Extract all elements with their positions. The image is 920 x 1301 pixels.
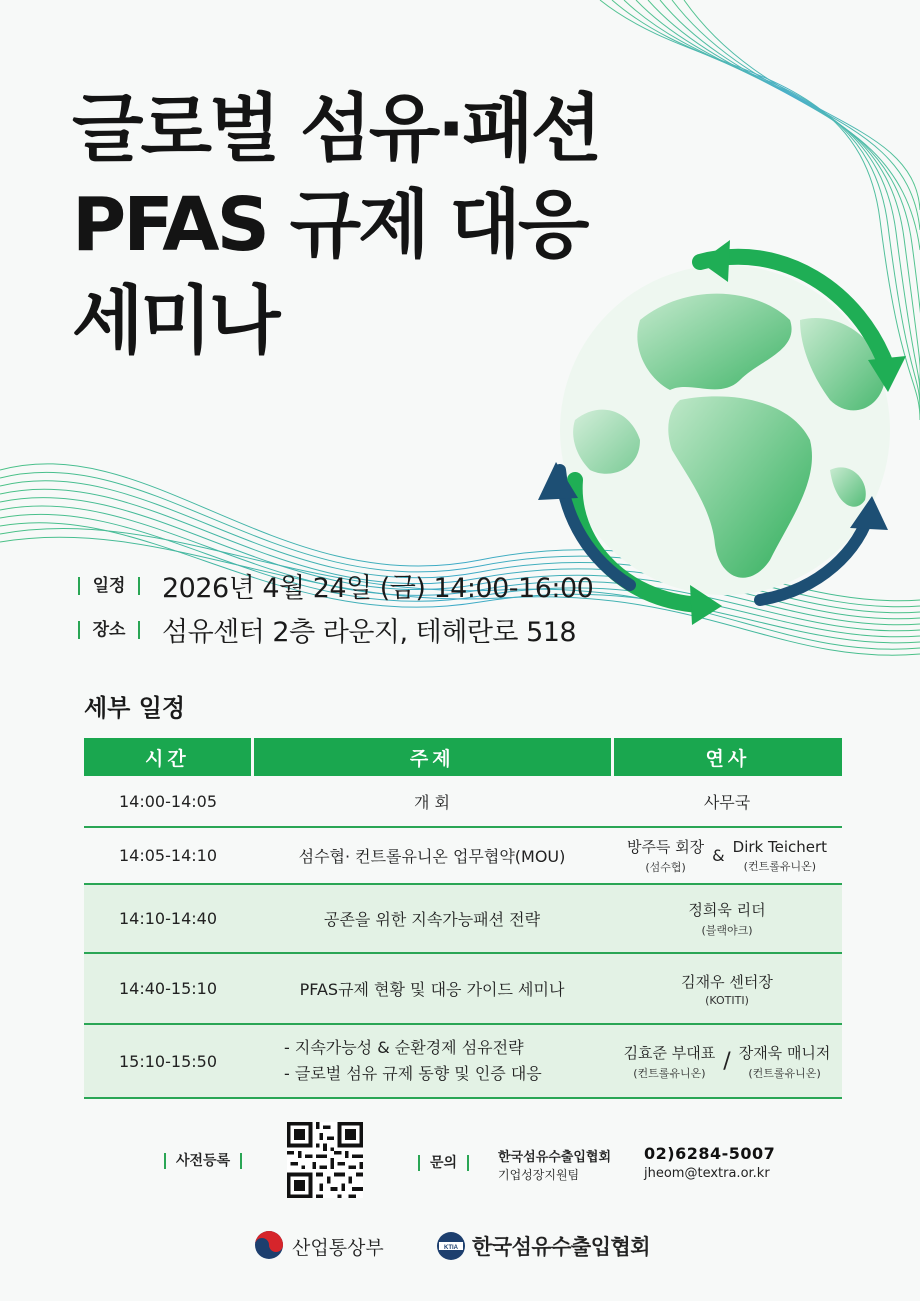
topic-line: - 글로벌 섬유 규제 동향 및 인증 대응 bbox=[284, 1064, 542, 1083]
row-speaker: 사무국 bbox=[703, 792, 751, 812]
contact-email[interactable]: jheom@textra.or.kr bbox=[644, 1166, 770, 1181]
row-time: 14:10-14:40 bbox=[119, 909, 217, 928]
contact-phone: 02)6284-5007 bbox=[644, 1144, 776, 1163]
speaker-joiner: & bbox=[712, 846, 725, 865]
contact-team: 기업성장지원팀 bbox=[498, 1168, 580, 1182]
row-topic: PFAS규제 현황 및 대응 가이드 세미나 bbox=[299, 980, 565, 999]
contact-label: 문의 bbox=[418, 1155, 469, 1171]
row-topic: 섬수협· 컨트롤유니온 업무협약(MOU) bbox=[298, 847, 566, 866]
row-time: 14:00-14:05 bbox=[119, 791, 217, 811]
date-label: 일정 bbox=[78, 577, 140, 595]
speaker-name: 장재욱 매니저 bbox=[738, 1043, 831, 1062]
speaker-name: 방주득 회장 bbox=[626, 838, 705, 856]
speaker-joiner: / bbox=[723, 1048, 731, 1074]
table-row bbox=[84, 885, 842, 954]
speaker-name: 정희욱 리더 bbox=[688, 901, 766, 919]
row-speaker bbox=[612, 885, 842, 952]
table-row bbox=[84, 954, 842, 1025]
ministry-name: 산업통상부 bbox=[292, 1237, 384, 1259]
table-row bbox=[84, 1025, 842, 1099]
speaker-org: (컨트롤유니온) bbox=[748, 1066, 821, 1080]
speaker-org: (KOTITI) bbox=[705, 993, 749, 1007]
row-topic: 공존을 위한 지속가능패션 전략 bbox=[323, 910, 541, 929]
contact-org: 한국섬유수출입협회 bbox=[498, 1150, 612, 1165]
speaker bbox=[739, 1042, 831, 1081]
row-topic: 개 회 bbox=[414, 792, 450, 812]
speaker bbox=[681, 971, 773, 1007]
ministry-logo-icon bbox=[254, 1230, 284, 1260]
title-line-3: 세미나 bbox=[72, 278, 278, 364]
schedule-title: 세부 일정 bbox=[84, 694, 186, 722]
speaker-org: (컨트롤유니온) bbox=[633, 1066, 706, 1080]
row-speaker bbox=[612, 828, 842, 883]
row-speaker bbox=[612, 954, 842, 1023]
speaker-org: (섬수협) bbox=[645, 861, 686, 874]
title-line-2: PFAS 규제 대응 bbox=[72, 182, 587, 268]
row-time: 15:10-15:50 bbox=[119, 1051, 217, 1071]
speaker bbox=[733, 838, 827, 874]
speaker bbox=[624, 1042, 716, 1081]
row-topic bbox=[252, 1025, 612, 1097]
row-time: 14:05-14:10 bbox=[119, 846, 217, 865]
place-label: 장소 bbox=[78, 621, 140, 639]
title-line-1: 글로벌 섬유·패션 bbox=[72, 86, 600, 172]
place-row bbox=[78, 610, 576, 649]
date-row bbox=[78, 566, 593, 605]
speaker-org: (컨트롤유니온) bbox=[743, 859, 817, 873]
table-row bbox=[84, 828, 842, 885]
speaker-name: 김효준 부대표 bbox=[623, 1043, 716, 1062]
association-name: 한국섬유수출입협회 bbox=[472, 1235, 651, 1259]
speaker-name: 김재우 센터장 bbox=[681, 972, 773, 991]
speaker bbox=[688, 899, 765, 938]
row-time: 14:40-15:10 bbox=[119, 979, 217, 998]
table-row bbox=[84, 776, 842, 828]
association-logo-icon bbox=[436, 1231, 466, 1261]
schedule-table bbox=[84, 738, 842, 1099]
row-speaker bbox=[612, 1025, 842, 1097]
header-speaker: 연사 bbox=[611, 738, 842, 776]
header-topic: 주제 bbox=[251, 738, 611, 776]
date-value: 2026년 4월 24일 (금) 14:00-16:00 bbox=[162, 573, 594, 604]
register-label: 사전등록 bbox=[164, 1153, 242, 1169]
header-time: 시간 bbox=[84, 738, 251, 776]
place-value: 섬유센터 2층 라운지, 테헤란로 518 bbox=[162, 617, 577, 648]
qr-code-icon[interactable] bbox=[287, 1122, 363, 1198]
speaker bbox=[627, 836, 704, 875]
globe-icon bbox=[560, 265, 890, 595]
table-header bbox=[84, 738, 842, 776]
association-logo-badge: KTIA bbox=[444, 1245, 458, 1251]
speaker-org: (블랙야크) bbox=[701, 924, 753, 937]
topic-line: - 지속가능성 & 순환경제 섬유전략 bbox=[284, 1038, 524, 1057]
speaker-name: Dirk Teichert bbox=[732, 837, 828, 856]
